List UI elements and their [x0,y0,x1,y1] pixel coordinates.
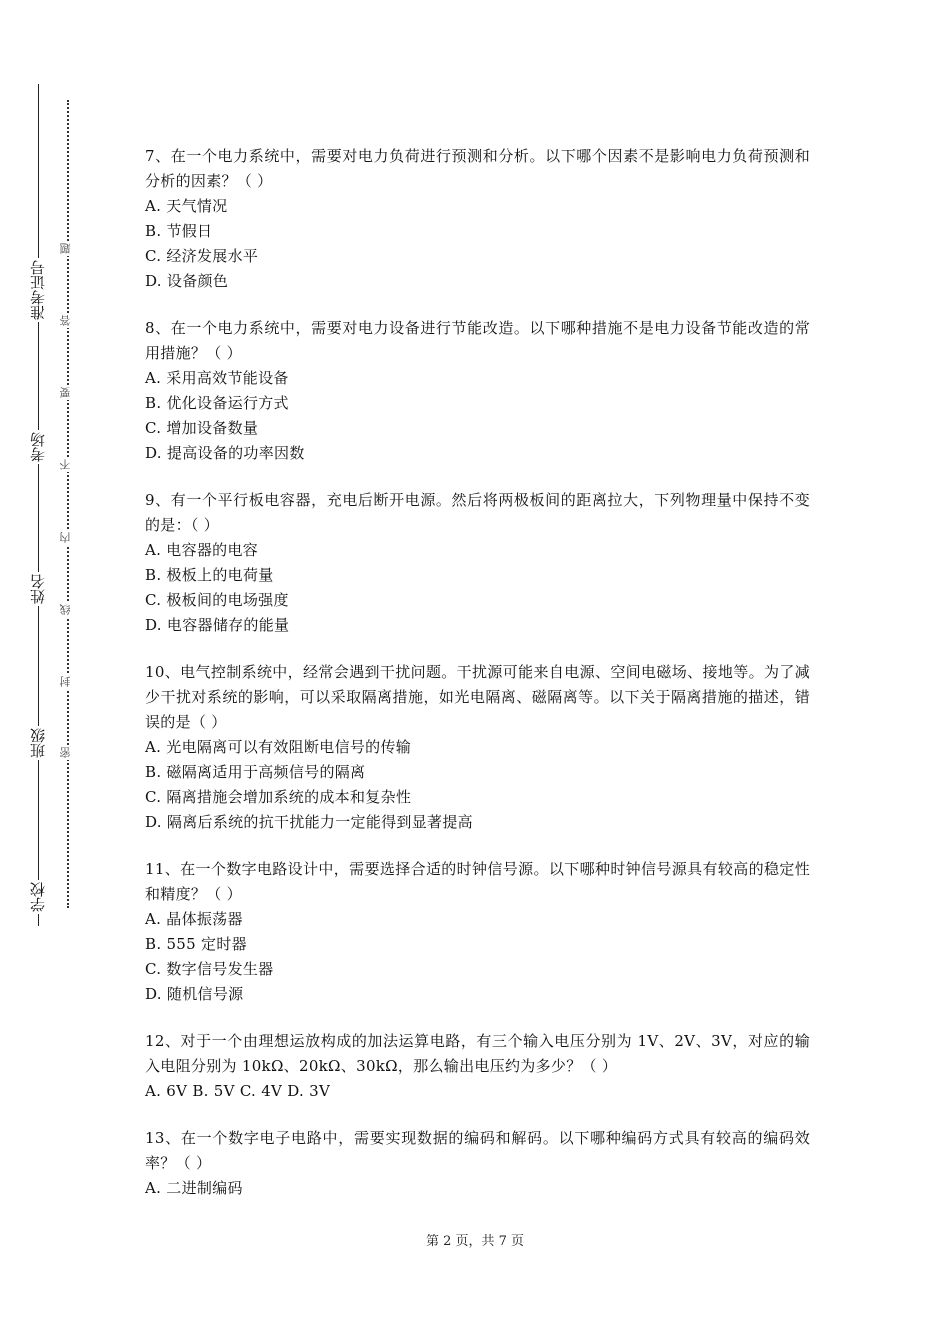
margin-field-school: 学校 [29,882,47,912]
option-b: B. 极板上的电荷量 [145,566,274,584]
question-stem: 11、在一个数字电路设计中，需要选择合适的时钟信号源。以下哪种时钟信号源具有较高的稳定性和精度？（ ） [145,860,810,903]
option-c: C. 增加设备数量 [145,419,259,437]
margin-field-exam-room: 考场 [29,432,47,462]
question-12 [145,1029,810,1104]
margin-field-exam-number: 准考证号 [29,260,47,320]
question-list [145,144,810,1223]
options-inline: A. 6V B. 5V C. 4V D. 3V [145,1082,331,1100]
option-a: A. 电容器的电容 [145,541,259,559]
seal-char: 题 [60,241,75,256]
option-d: D. 隔离后系统的抗干扰能力一定能得到显著提高 [145,813,473,831]
option-c: C. 数字信号发生器 [145,960,274,978]
seal-dotted-line [67,100,69,908]
question-9 [145,488,810,638]
option-b: B. 优化设备运行方式 [145,394,289,412]
option-b: B. 节假日 [145,222,213,240]
option-d: D. 设备颜色 [145,272,229,290]
option-a: A. 天气情况 [145,197,228,215]
option-b: B. 磁隔离适用于高频信号的隔离 [145,763,366,781]
question-13 [145,1126,810,1201]
question-10 [145,660,810,835]
question-stem: 10、电气控制系统中，经常会遇到干扰问题。干扰源可能来自电源、空间电磁场、接地等。为了减少干扰对系统的影响，可以采取隔离措施，如光电隔离、磁隔离等。以下关于隔离措施的描述，错误的是（ ） [145,663,810,731]
question-stem: 8、在一个电力系统中，需要对电力设备进行节能改造。以下哪种措施不是电力设备节能改造的常用措施？（ ） [145,319,810,362]
seal-char: 要 [60,385,75,400]
question-stem: 13、在一个数字电子电路中，需要实现数据的编码和解码。以下哪种编码方式具有较高的编码效率？（ ） [145,1129,810,1172]
question-11 [145,857,810,1007]
seal-char: 不 [60,457,75,472]
option-b: B. 555 定时器 [145,935,247,953]
question-8 [145,316,810,466]
margin-field-name: 姓名 [29,574,47,604]
option-d: D. 电容器储存的能量 [145,616,290,634]
option-d: D. 提高设备的功率因数 [145,444,305,462]
seal-char: 线 [60,602,75,617]
seal-char: 内 [60,530,75,545]
question-stem: 12、对于一个由理想运放构成的加法运算电路，有三个输入电压分别为 1V、2V、3V，对应的输入电阻分别为 10kΩ、20kΩ、30kΩ，那么输出电压约为多少？（ ） [145,1032,810,1075]
option-d: D. 随机信号源 [145,985,244,1003]
question-stem: 9、有一个平行板电容器，充电后断开电源。然后将两极板间的距离拉大，下列物理量中保持不变的是：（ ） [145,491,810,534]
option-c: C. 极板间的电场强度 [145,591,289,609]
option-c: C. 经济发展水平 [145,247,259,265]
option-a: A. 二进制编码 [145,1179,243,1197]
question-stem: 7、在一个电力系统中，需要对电力负荷进行预测和分析。以下哪个因素不是影响电力负荷预测和分析的因素？（ ） [145,147,810,190]
seal-char: 封 [60,674,75,689]
option-a: A. 晶体振荡器 [145,910,243,928]
option-a: A. 光电隔离可以有效阻断电信号的传输 [145,738,412,756]
question-7 [145,144,810,294]
seal-char: 密 [60,745,75,760]
option-a: A. 采用高效节能设备 [145,369,289,387]
margin-field-class: 班级 [29,728,47,758]
page-footer: 第 2 页，共 7 页 [425,1234,525,1249]
seal-char: 答 [60,313,75,328]
binding-solid-line [38,84,39,926]
option-c: C. 隔离措施会增加系统的成本和复杂性 [145,788,412,806]
